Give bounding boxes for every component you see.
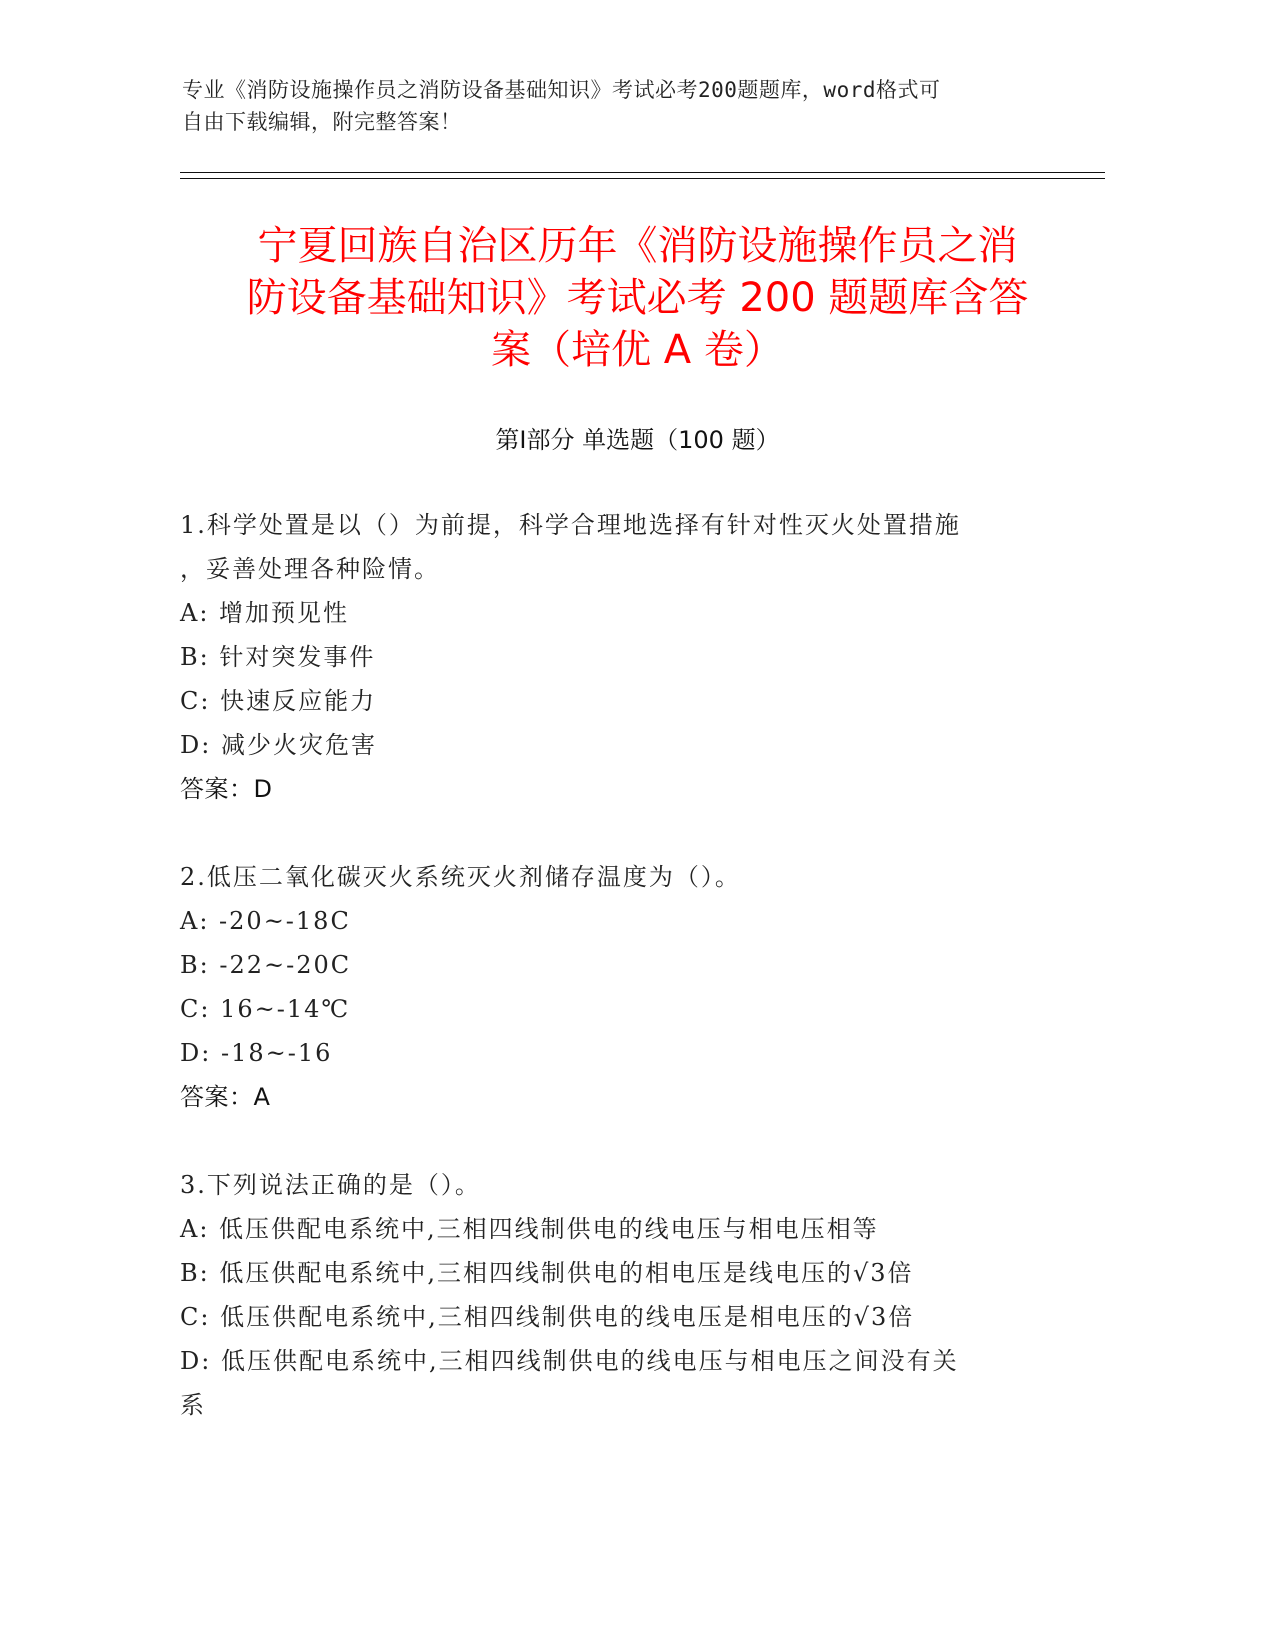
- question-stem: 3.下列说法正确的是（）。: [180, 1171, 481, 1199]
- option-b: B: 针对突发事件: [180, 643, 376, 671]
- option-d: D: -18~-16: [180, 1039, 333, 1067]
- option-d: D: 低压供配电系统中,三相四线制供电的线电压与相电压之间没有关: [180, 1347, 959, 1375]
- answer: 答案：D: [180, 775, 273, 803]
- question-spacer: [180, 1119, 1030, 1163]
- question-list: [180, 503, 1030, 1427]
- document-title-line-1: 宁夏回族自治区历年《消防设施操作员之消: [257, 223, 1018, 269]
- question-stem-continued: ，妥善处理各种险情。: [180, 555, 440, 583]
- question-3: [180, 1163, 1030, 1427]
- header-divider-top: [180, 172, 1105, 173]
- option-d-continued: 系: [180, 1391, 206, 1419]
- question-spacer: [180, 811, 1030, 855]
- option-c: C: 低压供配电系统中,三相四线制供电的线电压是相电压的√3倍: [180, 1303, 915, 1331]
- question-2: [180, 855, 1030, 1119]
- header-note-line-1: 专业《消防设施操作员之消防设备基础知识》考试必考200题题库，word格式可: [182, 78, 941, 102]
- header-divider-bottom: [180, 178, 1105, 179]
- option-c: C: 16~-14℃: [180, 995, 351, 1023]
- question-1: [180, 503, 1030, 811]
- document-title: [150, 220, 1125, 376]
- header-note-line-2: 自由下载编辑，附完整答案！: [182, 110, 462, 134]
- option-b: B: -22~-20C: [180, 951, 352, 979]
- option-a: A: 低压供配电系统中,三相四线制供电的线电压与相电压相等: [180, 1215, 879, 1243]
- answer: 答案：A: [180, 1083, 271, 1111]
- document-title-line-2: 防设备基础知识》考试必考 200 题题库含答: [246, 275, 1029, 321]
- option-c: C: 快速反应能力: [180, 687, 377, 715]
- option-d: D: 减少火灾危害: [180, 731, 377, 759]
- option-a: A: -20~-18C: [180, 907, 351, 935]
- option-b: B: 低压供配电系统中,三相四线制供电的相电压是线电压的√3倍: [180, 1259, 914, 1287]
- question-stem: 2.低压二氧化碳灭火系统灭火剂储存温度为（）。: [180, 863, 741, 891]
- header-note: [182, 74, 1042, 138]
- document-title-line-3: 案（培优 A 卷）: [491, 327, 784, 373]
- question-stem: 1.科学处置是以（）为前提，科学合理地选择有针对性灭火处置措施: [180, 511, 961, 539]
- option-a: A: 增加预见性: [180, 599, 350, 627]
- section-heading: 第Ⅰ部分 单选题（100 题）: [495, 426, 780, 454]
